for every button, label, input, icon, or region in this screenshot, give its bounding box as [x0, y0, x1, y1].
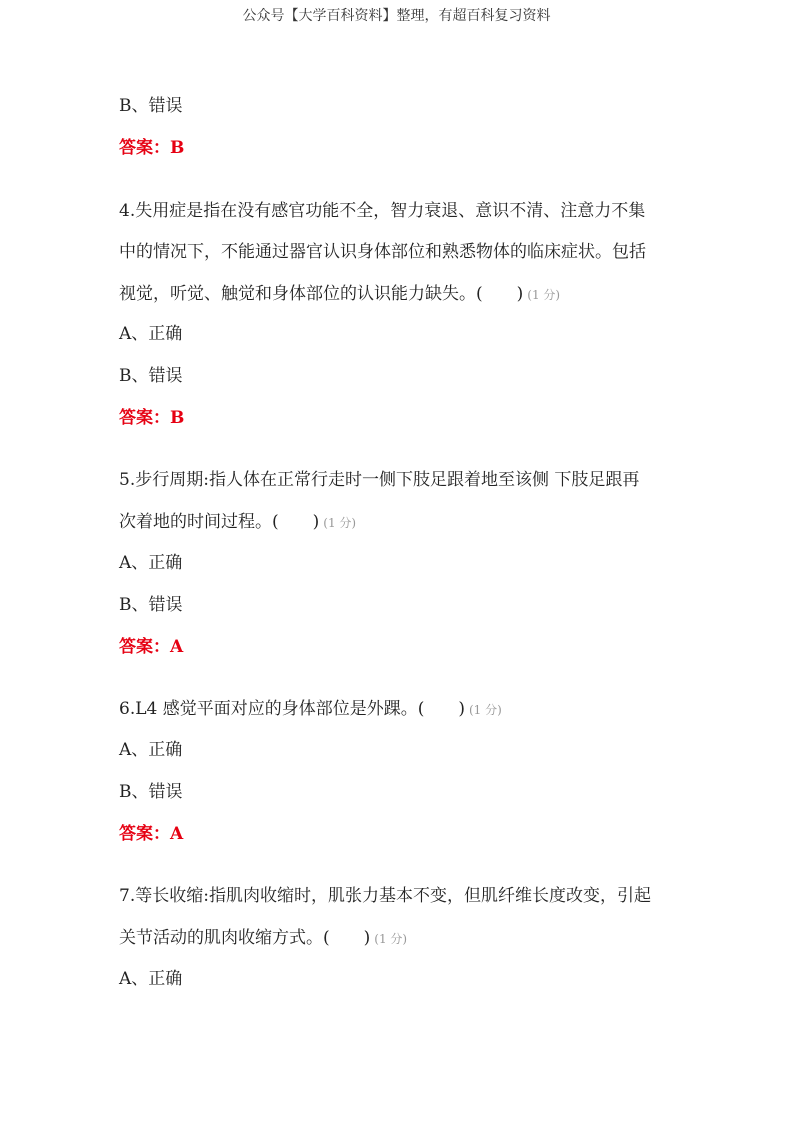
q5-option-a: A、正确	[119, 553, 183, 573]
q4-option-b: B、错误	[119, 366, 183, 386]
q6-option-a: A、正确	[119, 740, 183, 760]
q4-text-line-1: 4.失用症是指在没有感官功能不全，智力衰退、意识不清、注意力不集	[119, 201, 646, 221]
q5-answer: 答案：A	[119, 637, 184, 657]
q4-answer: 答案：B	[119, 408, 185, 428]
q4-score: (1 分)	[527, 288, 561, 302]
q6-text-line-1	[119, 694, 502, 719]
q4-text-line-3	[119, 279, 560, 304]
q5-text-line-2	[119, 507, 356, 532]
q5-score: (1 分)	[323, 516, 357, 530]
q7-text-line-1: 7.等长收缩:指肌肉收缩时，肌张力基本不变，但肌纤维长度改变，引起	[119, 886, 651, 906]
q7-text-line-2	[119, 923, 407, 948]
q6-answer: 答案：A	[119, 824, 184, 844]
page-header: 公众号【大学百科资料】整理，有超百科复习资料	[242, 8, 551, 24]
q5-option-b: B、错误	[119, 595, 183, 615]
q3-option-b: B、错误	[119, 96, 183, 116]
q6-option-b: B、错误	[119, 782, 183, 802]
q7-option-a: A、正确	[119, 969, 183, 989]
q4-text-line-3-text: 视觉，听觉、触觉和身体部位的认识能力缺失。( )	[119, 284, 524, 304]
q6-score: (1 分)	[469, 703, 502, 717]
q4-text-line-2: 中的情况下，不能通过器官认识身体部位和熟悉物体的临床症状。包括	[119, 242, 646, 262]
q7-text-line-2-text: 关节活动的肌肉收缩方式。( )	[119, 928, 371, 948]
q4-option-a: A、正确	[119, 324, 183, 344]
q6-text-line-1-text: 6.L4 感觉平面对应的身体部位是外踝。( )	[119, 699, 465, 719]
q7-score: (1 分)	[374, 932, 408, 946]
q5-text-line-1: 5.步行周期:指人体在正常行走时一侧下肢足跟着地至该侧 下肢足跟再	[119, 470, 640, 490]
q5-text-line-2-text: 次着地的时间过程。( )	[119, 512, 320, 532]
q3-answer: 答案：B	[119, 138, 185, 158]
